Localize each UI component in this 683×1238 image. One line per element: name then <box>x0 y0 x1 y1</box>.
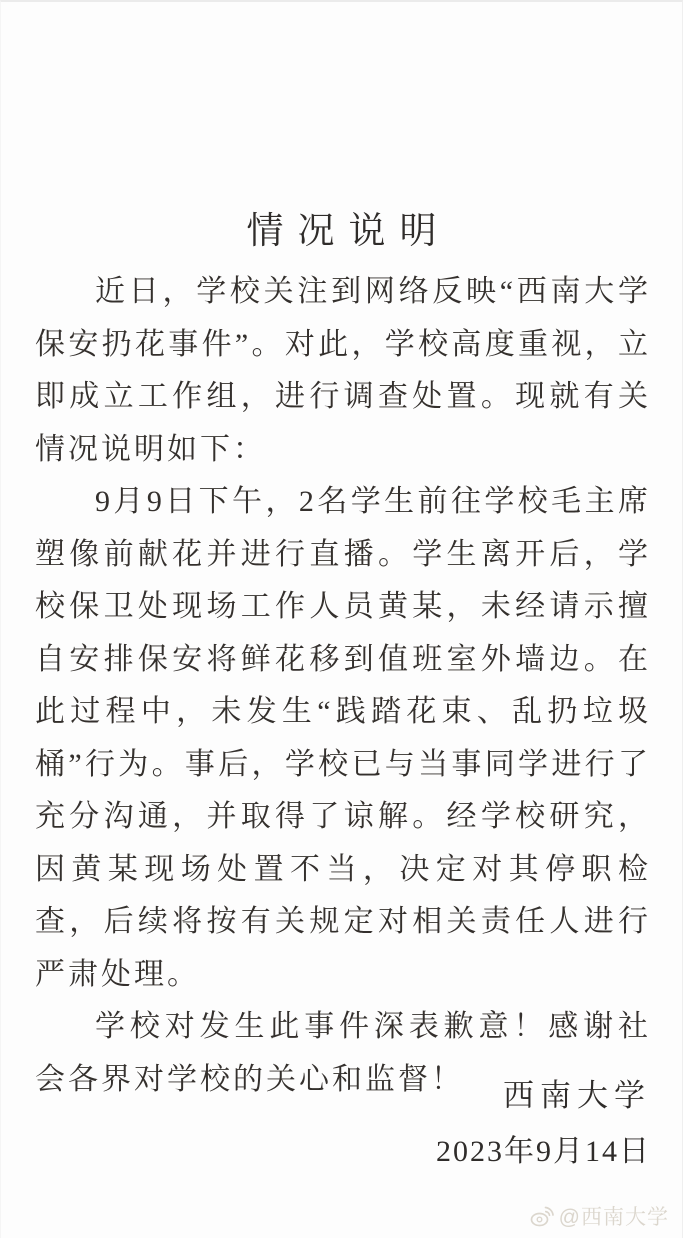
document-date: 2023年9月14日 <box>436 1135 651 1168</box>
paragraph-apology: 学校对发生此事件深表歉意！感谢社会各界对学校的关心和监督！ <box>35 1010 651 1096</box>
watermark-handle: @西南大学 <box>558 1206 669 1229</box>
signature-university-name: 西南大学 <box>503 1078 651 1113</box>
document-title: 情况说明 <box>246 211 451 252</box>
weibo-icon <box>529 1204 556 1228</box>
document-body <box>35 266 651 1106</box>
paragraph-incident-details: 9月9日下午，2名学生前往学校毛主席塑像前献花并进行直播。学生离开后，学校保卫处现场工作人员黄某，未经请示擅自安排保安将鲜花移到值班室外墙边。在此过程中，未发生“践踏花束、乱扔垃圾桶”行为。事后，学校已与当事同学进行了充分沟通，并取得了谅解。经学校研究，因黄某现场处置不当，决定对其停职检查，后续将按有关规定对相关责任人进行严肃处理。 <box>35 485 651 991</box>
weibo-watermark <box>529 1201 669 1231</box>
paragraph-intro: 近日，学校关注到网络反映“西南大学保安扔花事件”。对此，学校高度重视，立即成立工作组，进行调查处置。现就有关情况说明如下： <box>35 275 651 466</box>
